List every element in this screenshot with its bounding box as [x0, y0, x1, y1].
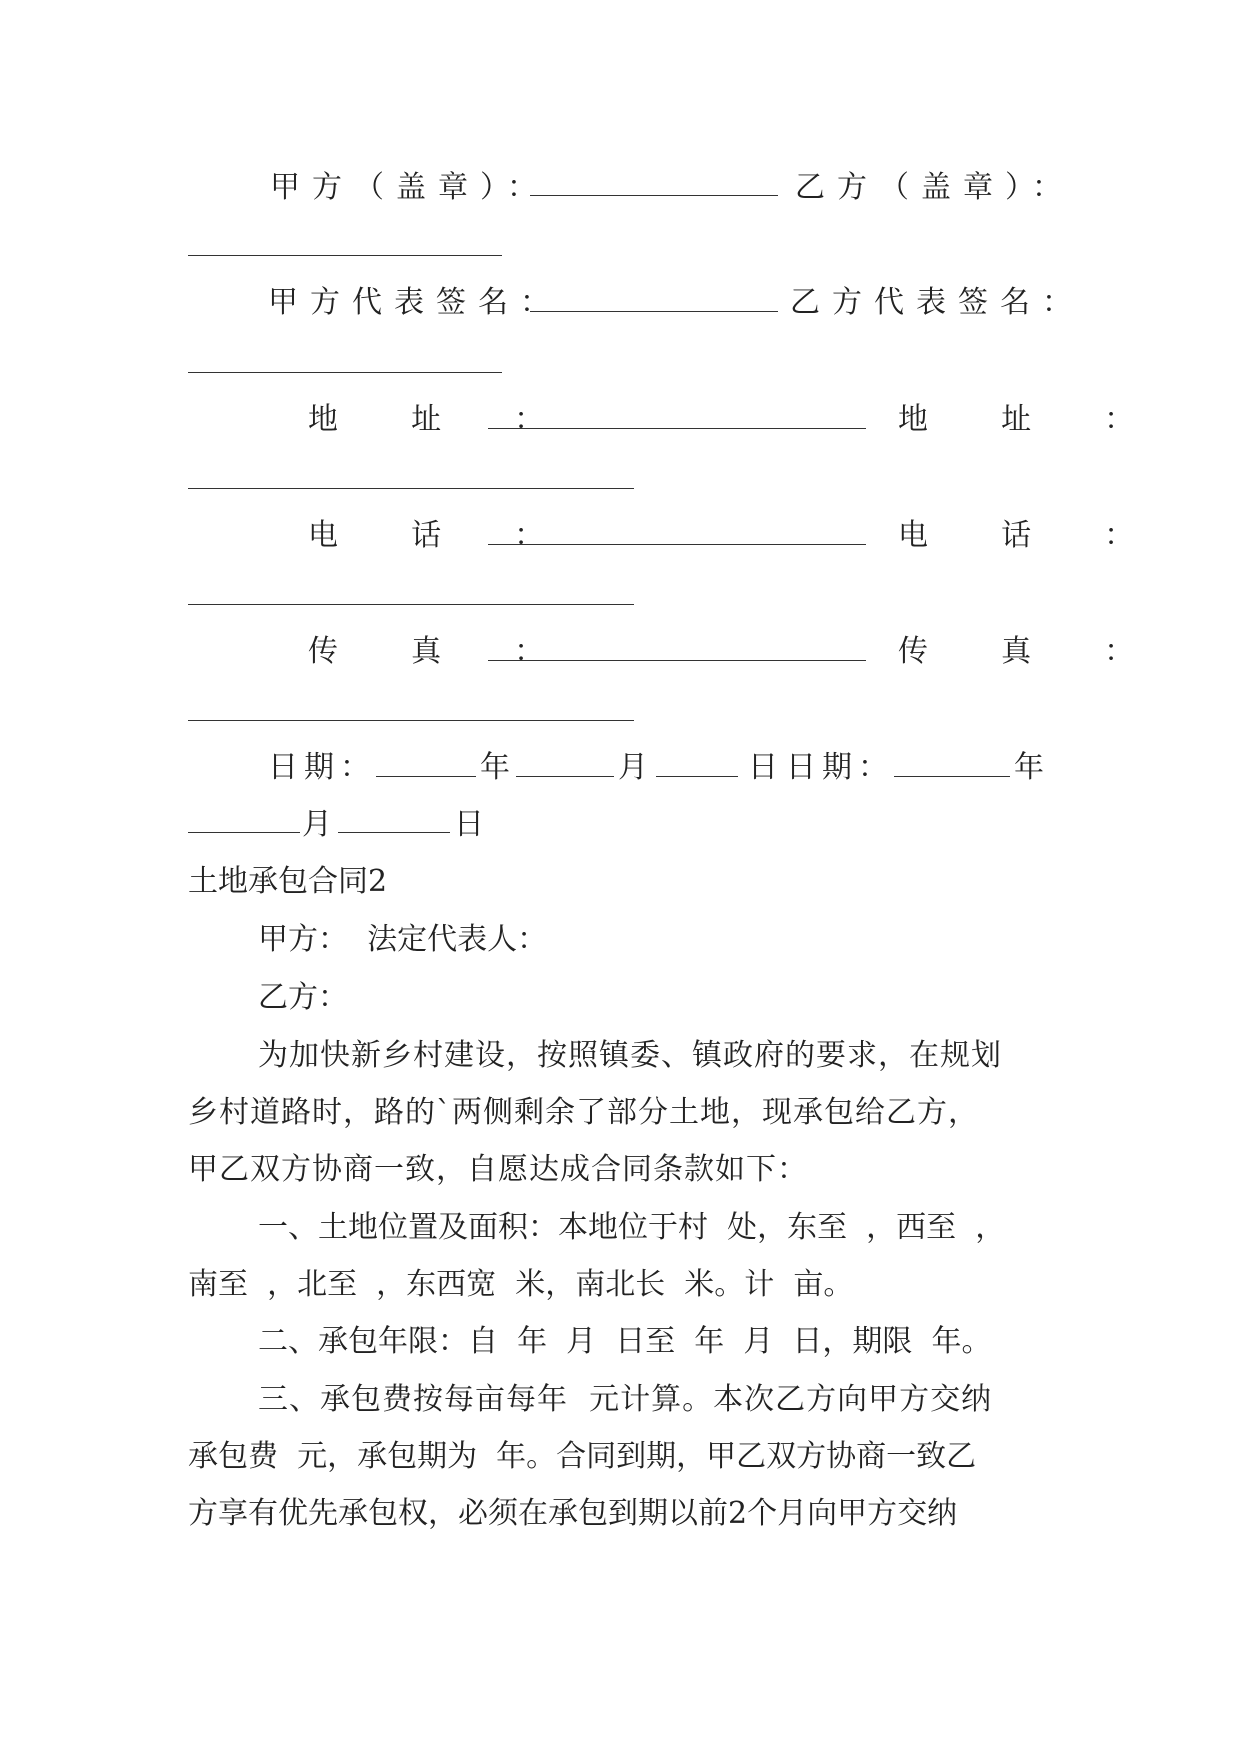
- party-b-rep-label: 乙方代表签名：: [790, 285, 1084, 320]
- party-a-address-label: 地 址 ：: [308, 402, 563, 437]
- para1-line2: 乡村道路时，路的`两侧剩余了部分土地，现承包给乙方，: [188, 1095, 979, 1130]
- party-b-seal-blank: [188, 255, 502, 256]
- party-b-fax-blank: [188, 720, 634, 721]
- party-b-year: 年: [1014, 750, 1044, 785]
- party-b-fax-label: 传 真 ：: [898, 634, 1153, 669]
- party-a-rep-label: 甲方代表签名：: [268, 285, 562, 320]
- item1-line1: 一、土地位置及面积：本地位于村 处，东至 ，西至 ，: [258, 1210, 1006, 1245]
- para1-line1: 为加快新乡村建设，按照镇委、镇政府的要求，在规划: [258, 1038, 1002, 1073]
- item3-line3: 方享有优先承包权，必须在承包到期以前2个月向甲方交纳: [188, 1496, 958, 1531]
- para1-line3: 甲乙双方协商一致，自愿达成合同条款如下：: [188, 1152, 808, 1187]
- item3-line2: 承包费 元，承包期为 年。合同到期，甲乙双方协商一致乙: [188, 1439, 977, 1474]
- party-b-phone-label: 电 话 ：: [898, 518, 1153, 553]
- party-b-seal-label: 乙方（盖章）：: [795, 170, 1074, 205]
- item2-line1: 二、承包年限：自 年 月 日至 年 月 日，期限 年。: [258, 1324, 992, 1359]
- party-b-phone-blank: [188, 604, 634, 605]
- party-a-fax-blank: [488, 660, 866, 661]
- item3-line1: 三、承包费按每亩每年 元计算。本次乙方向甲方交纳: [258, 1382, 993, 1417]
- party-a-phone-label: 电 话 ：: [308, 518, 563, 553]
- party-a-month: 月: [618, 750, 648, 785]
- party-a-day: 日: [748, 750, 778, 785]
- party-a-line: 甲方： 法定代表人：: [258, 922, 548, 957]
- party-a-rep-blank: [530, 311, 778, 312]
- party-a-month-blank: [516, 776, 614, 777]
- party-b-rep-blank: [188, 372, 502, 373]
- party-b-year-blank: [894, 776, 1010, 777]
- party-b-day: 日: [454, 807, 484, 842]
- party-b-day-blank: [338, 832, 450, 833]
- party-b-line: 乙方：: [258, 980, 348, 1015]
- party-b-date-label: 日期：: [786, 750, 894, 785]
- item1-line2: 南至 ，北至 ，东西宽 米，南北长 米。计 亩。: [188, 1267, 854, 1302]
- party-a-phone-blank: [488, 544, 866, 545]
- party-a-seal-label: 甲方（盖章）：: [270, 170, 549, 205]
- party-a-address-blank: [488, 428, 866, 429]
- party-b-address-label: 地 址 ：: [898, 402, 1153, 437]
- party-a-year-blank: [376, 776, 476, 777]
- party-a-year: 年: [480, 750, 510, 785]
- party-b-month: 月: [302, 807, 332, 842]
- party-a-fax-label: 传 真 ：: [308, 634, 563, 669]
- contract-title: 土地承包合同2: [188, 864, 388, 899]
- party-b-address-blank: [188, 488, 634, 489]
- party-a-seal-blank: [530, 195, 778, 196]
- party-b-month-blank: [188, 832, 300, 833]
- party-a-date-label: 日期：: [268, 750, 376, 785]
- party-a-day-blank: [656, 776, 738, 777]
